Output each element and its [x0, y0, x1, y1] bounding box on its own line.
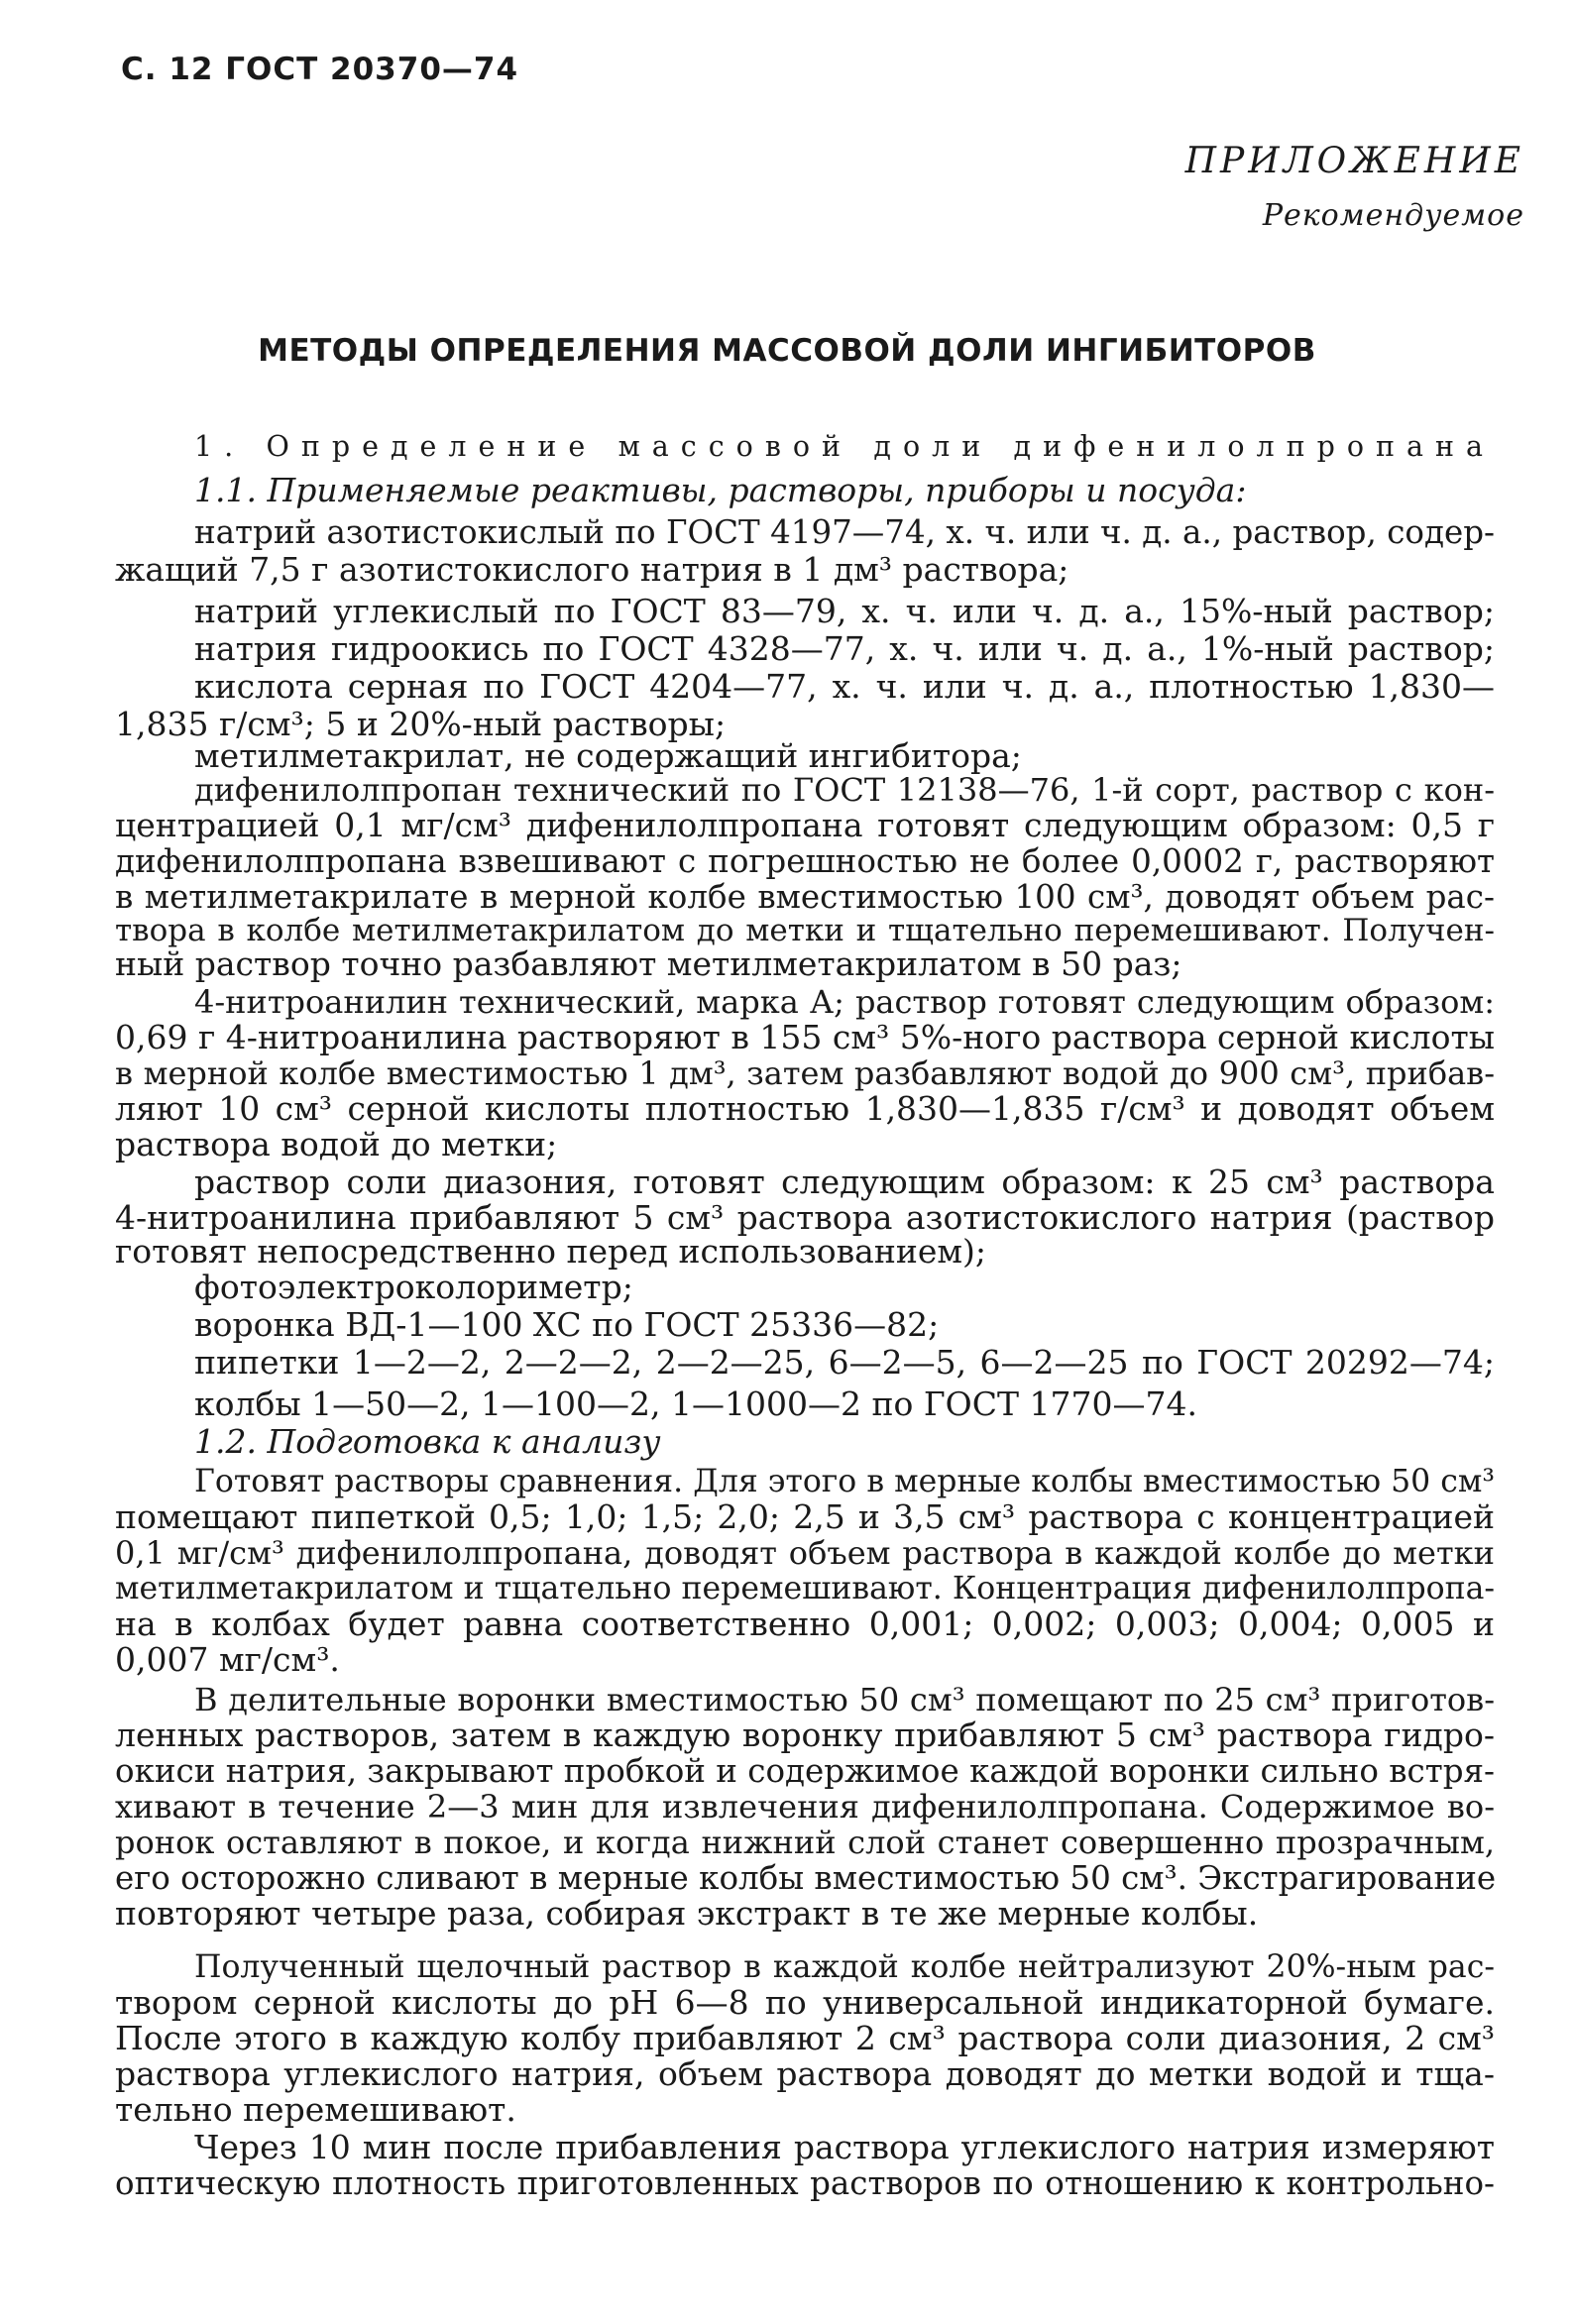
text-line: готовят непосредственно перед использованием); — [115, 1232, 987, 1271]
text-line: натрия гидроокись по ГОСТ 4328—77, х. ч. или ч. д. а., 1%-ный раствор; — [194, 629, 1495, 668]
text-line: колбы 1—50—2, 1—100—2, 1—1000—2 по ГОСТ 1770—74. — [194, 1384, 1197, 1423]
text-line: ленных растворов, затем в каждую воронку прибавляют 5 см³ раствора гидро- — [115, 1715, 1495, 1754]
text-line: раствор соли диазония, готовят следующим образом: к 25 см³ раствора — [194, 1162, 1495, 1201]
page-header: С. 12 ГОСТ 20370—74 — [121, 52, 519, 87]
text-line: тельно перемешивают. — [115, 2090, 516, 2129]
text-line: окиси натрия, закрывают пробкой и содержимое каждой воронки сильно встря- — [115, 1752, 1495, 1790]
appendix-label: ПРИЛОЖЕНИЕ — [1184, 141, 1524, 181]
text-line: метилметакрилат, не содержащий ингибитора; — [194, 736, 1022, 775]
text-line: ронок оставляют в покое, и когда нижний слой станет совершенно прозрачным, — [115, 1824, 1495, 1861]
text-line: в метилметакрилате в мерной колбе вместимостью 100 см³, доводят объем рас- — [115, 878, 1495, 916]
text-line: дифенилолпропан технический по ГОСТ 12138—76, 1-й сорт, раствор с кон- — [194, 771, 1495, 809]
text-line: в мерной колбе вместимостью 1 дм³, затем разбавляют водой до 900 см³, прибав- — [115, 1054, 1495, 1092]
text-line: повторяют четыре раза, собирая экстракт в те же мерные колбы. — [115, 1894, 1259, 1933]
text-line: кислота серная по ГОСТ 4204—77, х. ч. или ч. д. а., плотностью 1,830— — [194, 667, 1495, 706]
text-line: После этого в каждую колбу прибавляют 2 см³ раствора соли диазония, 2 см³ — [115, 2019, 1495, 2057]
text-line: 4-нитроанилина прибавляют 5 см³ раствора азотистокислого натрия (раствор — [115, 1198, 1495, 1237]
text-line: натрий углекислый по ГОСТ 83—79, х. ч. или ч. д. а., 15%-ный раствор; — [194, 592, 1495, 630]
text-line: 0,69 г 4-нитроанилина растворяют в 155 см³ 5%-ного раствора серной кислоты — [115, 1018, 1495, 1056]
text-line: хивают в течение 2—3 мин для извлечения дифенилолпропана. Содержимое во- — [115, 1788, 1495, 1826]
text-line: раствора водой до метки; — [115, 1125, 558, 1163]
document-title: МЕТОДЫ ОПРЕДЕЛЕНИЯ МАССОВОЙ ДОЛИ ИНГИБИТОРОВ — [258, 333, 1316, 369]
text-line: на в колбах будет равна соответственно 0,001; 0,002; 0,003; 0,004; 0,005 и — [115, 1605, 1495, 1643]
text-line: метилметакрилатом и тщательно перемешивают. Концентрация дифенилолпропа- — [115, 1571, 1495, 1606]
text-line: Полученный щелочный раствор в каждой колбе нейтрализуют 20%-ным рас- — [194, 1949, 1495, 1985]
text-line: В делительные воронки вместимостью 50 см³ помещают по 25 см³ приготов- — [194, 1681, 1495, 1718]
text-line: помещают пипеткой 0,5; 1,0; 1,5; 2,0; 2,5 и 3,5 см³ раствора с концентрацией — [115, 1497, 1495, 1536]
text-line: 0,007 мг/см³. — [115, 1640, 340, 1679]
subsection-heading: 1.1. Применяемые реактивы, растворы, приборы и посуда: — [194, 471, 1247, 509]
text-line: Через 10 мин после прибавления раствора углекислого натрия измеряют — [194, 2128, 1495, 2166]
text-line: оптическую плотность приготовленных растворов по отношению к контрольно- — [115, 2164, 1495, 2202]
text-line: 4-нитроанилин технический, марка А; раствор готовят следующим образом: — [194, 983, 1495, 1021]
text-line: воронка ВД-1—100 ХС по ГОСТ 25336—82; — [194, 1305, 940, 1344]
appendix-type: Рекомендуемое — [1262, 198, 1524, 233]
text-line: Готовят растворы сравнения. Для этого в мерные колбы вместимостью 50 см³ — [194, 1464, 1495, 1499]
text-line: натрий азотистокислый по ГОСТ 4197—74, х. ч. или ч. д. а., раствор, содер- — [194, 513, 1495, 551]
text-line: 1,835 г/см³; 5 и 20%-ный растворы; — [115, 705, 727, 743]
text-line: пипетки 1—2—2, 2—2—2, 2—2—25, 6—2—5, 6—2—25 по ГОСТ 20292—74; — [194, 1343, 1495, 1382]
text-line: твора в колбе метилметакрилатом до метки и тщательно перемешивают. Получен- — [115, 913, 1495, 948]
text-line: дифенилолпропана взвешивают с погрешностью не более 0,0002 г, растворяют — [115, 842, 1495, 880]
subsection-heading: 1.2. Подготовка к анализу — [194, 1422, 661, 1461]
text-line: фотоэлектроколориметр; — [194, 1268, 633, 1306]
text-line: раствора углекислого натрия, объем раствора доводят до метки водой и тща- — [115, 2054, 1495, 2093]
text-line: 0,1 мг/см³ дифенилолпропана, доводят объем раствора в каждой колбе до метки — [115, 1534, 1495, 1572]
text-line: жащий 7,5 г азотистокислого натрия в 1 дм³ раствора; — [115, 550, 1069, 589]
text-line: твором серной кислоты до pH 6—8 по универсальной индикаторной бумаге. — [115, 1983, 1495, 2022]
text-line: центрацией 0,1 мг/см³ дифенилолпропана готовят следующим образом: 0,5 г — [115, 806, 1495, 844]
text-line: ный раствор точно разбавляют метилметакрилатом в 50 раз; — [115, 944, 1182, 983]
text-line: его осторожно сливают в мерные колбы вместимостью 50 см³. Экстрагирование — [115, 1859, 1497, 1897]
text-line: ляют 10 см³ серной кислоты плотностью 1,830—1,835 г/см³ и доводят объем — [115, 1089, 1495, 1128]
section-heading: 1. Определение массовой доли дифенилолпропана — [194, 430, 1495, 463]
